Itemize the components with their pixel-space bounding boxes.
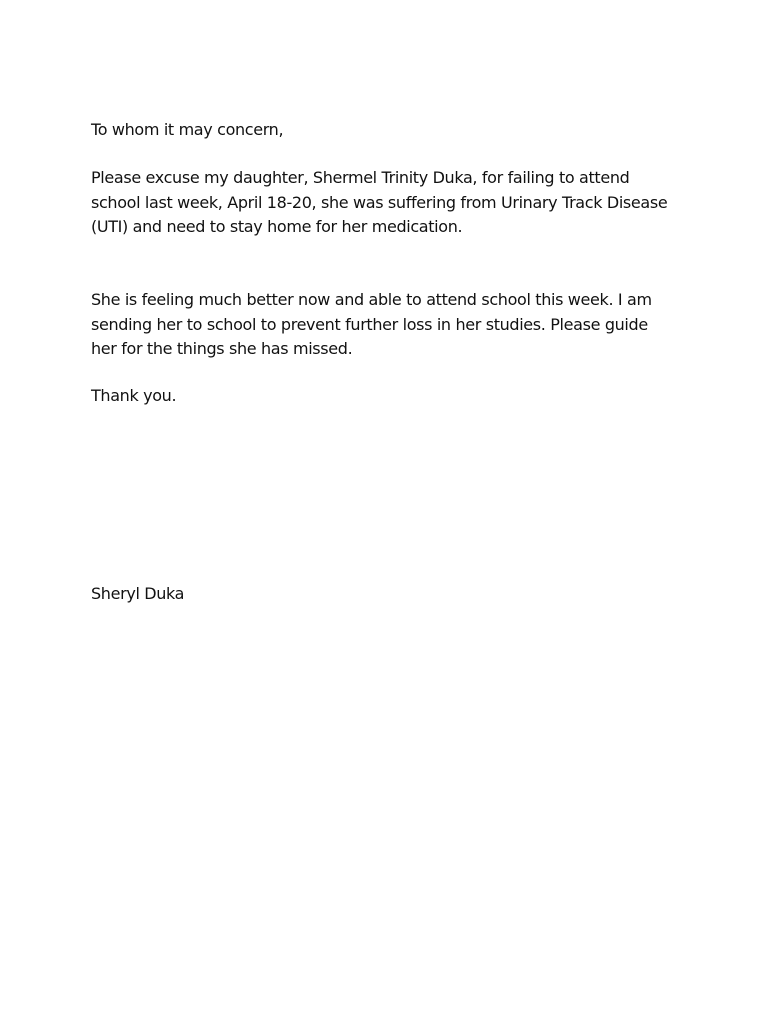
paragraph-line: school last week, April 18-20, she was suffering from Urinary Track Disease — [91, 192, 668, 212]
paragraph-line: sending her to school to prevent further loss in her studies. Please guide — [91, 314, 648, 334]
paragraph-line: She is feeling much better now and able to attend school this week. I am — [91, 290, 652, 309]
paragraph-line: (UTI) and need to stay home for her medication. — [91, 217, 463, 236]
salutation: To whom it may concern, — [91, 120, 284, 139]
paragraph-line: her for the things she has missed. — [91, 339, 353, 358]
paragraph-line: Please excuse my daughter, Shermel Trinity Duka, for failing to attend — [91, 168, 630, 187]
signature-name: Sheryl Duka — [91, 584, 185, 603]
closing: Thank you. — [91, 386, 177, 405]
